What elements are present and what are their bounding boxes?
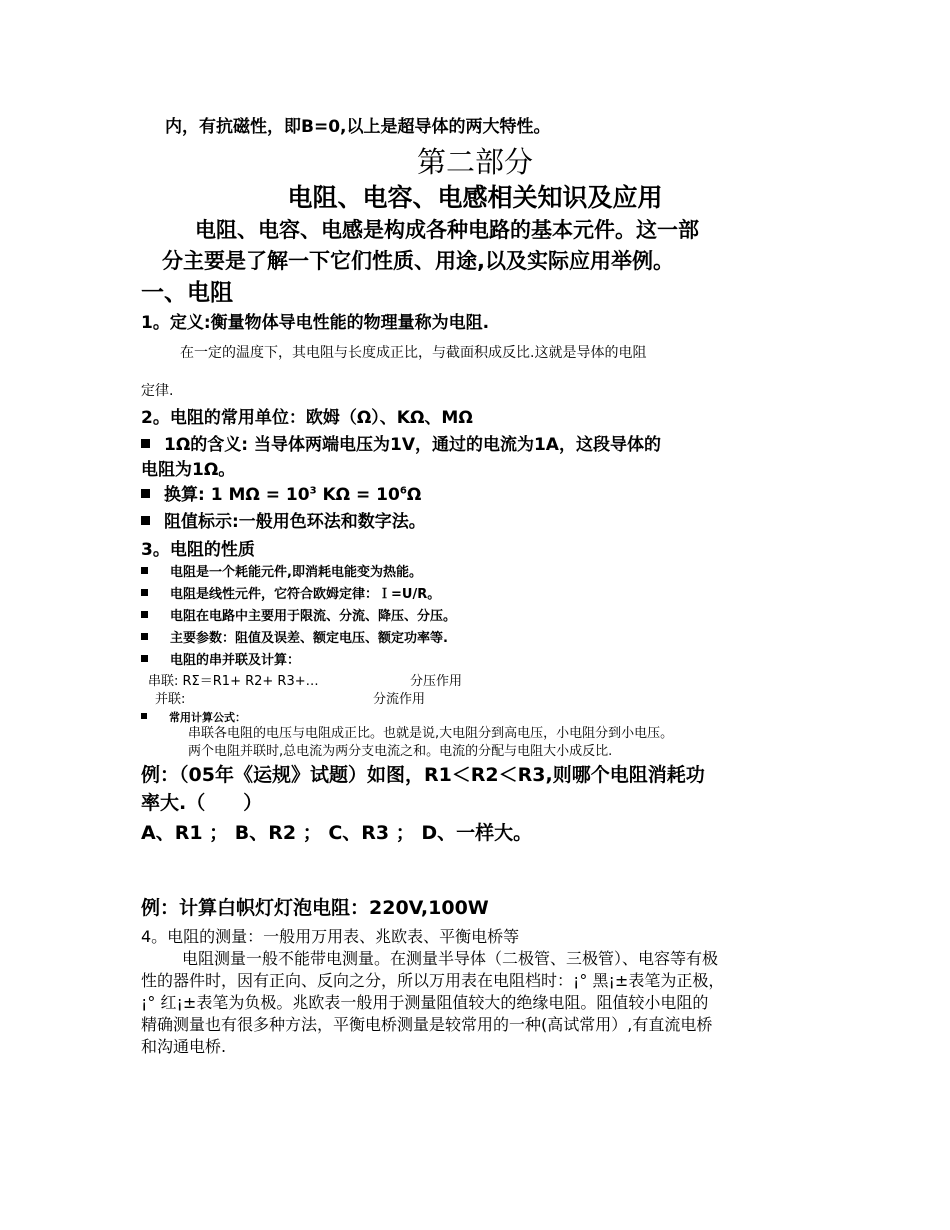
property-item	[141, 566, 422, 581]
intro-line-2: 分主要是了解一下它们性质、用途,以及实际应用举例。	[162, 249, 674, 273]
formula-title	[141, 712, 246, 725]
heading-resistance: 一、电阻	[141, 280, 233, 306]
example1-options: A、R1 ； B、R2 ； C、R3 ； D、一样大。	[141, 822, 533, 844]
part-title: 第二部分	[416, 145, 533, 179]
units-bullet-1-cont: 电阻为1Ω。	[141, 460, 236, 480]
bullet-icon	[141, 516, 150, 525]
example1-line-1: 例：（05年《运规》试题）如图，R1＜R2＜R3,则哪个电阻消耗功	[141, 764, 705, 786]
property-item	[141, 610, 456, 625]
bullet-icon	[141, 489, 150, 498]
property-item	[141, 588, 440, 603]
series-formula: 串联: RΣ＝R1+ R2+ R3+…	[148, 674, 319, 689]
definition-body-2: 定律.	[141, 383, 174, 399]
bullet-icon	[141, 567, 148, 574]
parallel-label: 并联:	[155, 692, 186, 707]
property-item-text: 电阻的串并联及计算：	[170, 653, 301, 668]
bullet-icon	[141, 439, 150, 448]
units-bullet-3	[141, 513, 426, 533]
property-item	[141, 654, 300, 669]
definition-body-1: 在一定的温度下，其电阻与长度成正比，与截面积成反比.这就是导体的电阻	[180, 345, 647, 361]
intro-line-1: 电阻、电容、电感是构成各种电路的基本元件。这一部	[195, 218, 699, 242]
bullet-icon	[141, 633, 148, 640]
units-bullet-1-text: 1Ω的含义: 当导体两端电压为1V，通过的电流为1A，这段导体的	[164, 435, 661, 455]
bullet-icon	[141, 655, 148, 662]
measure-title: 4。电阻的测量：一般用万用表、兆欧表、平衡电桥等	[141, 927, 520, 946]
units-bullet-3-text: 阻值标示:一般用色环法和数字法。	[164, 512, 426, 532]
property-item-text: 主要参数：阻值及误差、额定电压、额定功率等.	[170, 631, 448, 646]
units-bullet-1	[141, 436, 661, 456]
conversion-mid: KΩ = 10	[316, 485, 400, 505]
example1-line-2: 率大.（ ）	[141, 792, 263, 814]
bullet-icon	[141, 589, 148, 596]
example2: 例：计算白帜灯灯泡电阻：220V,100W	[141, 897, 489, 919]
formula-line-1: 串联各电阻的电压与电阻成正比。也就是说,大电阻分到高电压，小电阻分到小电压。	[188, 726, 674, 741]
conversion-exp-3: 3	[309, 485, 317, 497]
formula-title-text: 常用计算公式：	[169, 711, 246, 724]
definition-title: 1。定义:衡量物体导电性能的物理量称为电阻.	[141, 313, 490, 333]
measure-line-3: ¡° 红¡±表笔为负极。兆欧表一般用于测量阻值较大的绝缘电阻。阻值较小电阻的	[141, 993, 709, 1012]
measure-line-1: 电阻测量一般不能带电测量。在测量半导体（二极管、三极管）、电容等有极	[182, 949, 719, 968]
units-title: 2。电阻的常用单位：欧姆（Ω）、KΩ、MΩ	[141, 408, 473, 428]
conversion-exp-6: 6	[399, 485, 407, 497]
series-note: 分压作用	[410, 674, 463, 689]
properties-title: 3。电阻的性质	[141, 540, 255, 560]
property-item-text: 电阻是线性元件，它符合欧姆定律：Ｉ=U/R。	[170, 587, 441, 602]
bullet-icon	[141, 611, 148, 618]
conversion-prefix: 换算: 1 MΩ = 10	[164, 485, 310, 505]
parallel-note: 分流作用	[373, 692, 426, 707]
measure-line-5: 和沟通电桥.	[141, 1037, 227, 1056]
formula-line-2: 两个电阻并联时,总电流为两分支电流之和。电流的分配与电阻大小成反比.	[188, 744, 613, 759]
property-item-text: 电阻在电路中主要用于限流、分流、降压、分压。	[170, 609, 457, 624]
measure-line-2: 性的器件时，因有正向、反向之分，所以万用表在电阻档时：¡° 黑¡±表笔为正极，	[141, 971, 725, 990]
property-item-text: 电阻是一个耗能元件,即消耗电能变为热能。	[170, 565, 422, 580]
section-title: 电阻、电容、电感相关知识及应用	[287, 183, 663, 212]
property-item	[141, 632, 448, 647]
intro-tail-text: 内，有抗磁性，即B=0,以上是超导体的两大特性。	[165, 117, 551, 137]
conversion-suffix: Ω	[406, 485, 422, 505]
units-bullet-2	[141, 486, 421, 506]
measure-line-4: 精确测量也有很多种方法，平衡电桥测量是较常用的一种(高试常用）,有直流电桥	[141, 1015, 713, 1034]
bullet-icon	[141, 713, 147, 719]
